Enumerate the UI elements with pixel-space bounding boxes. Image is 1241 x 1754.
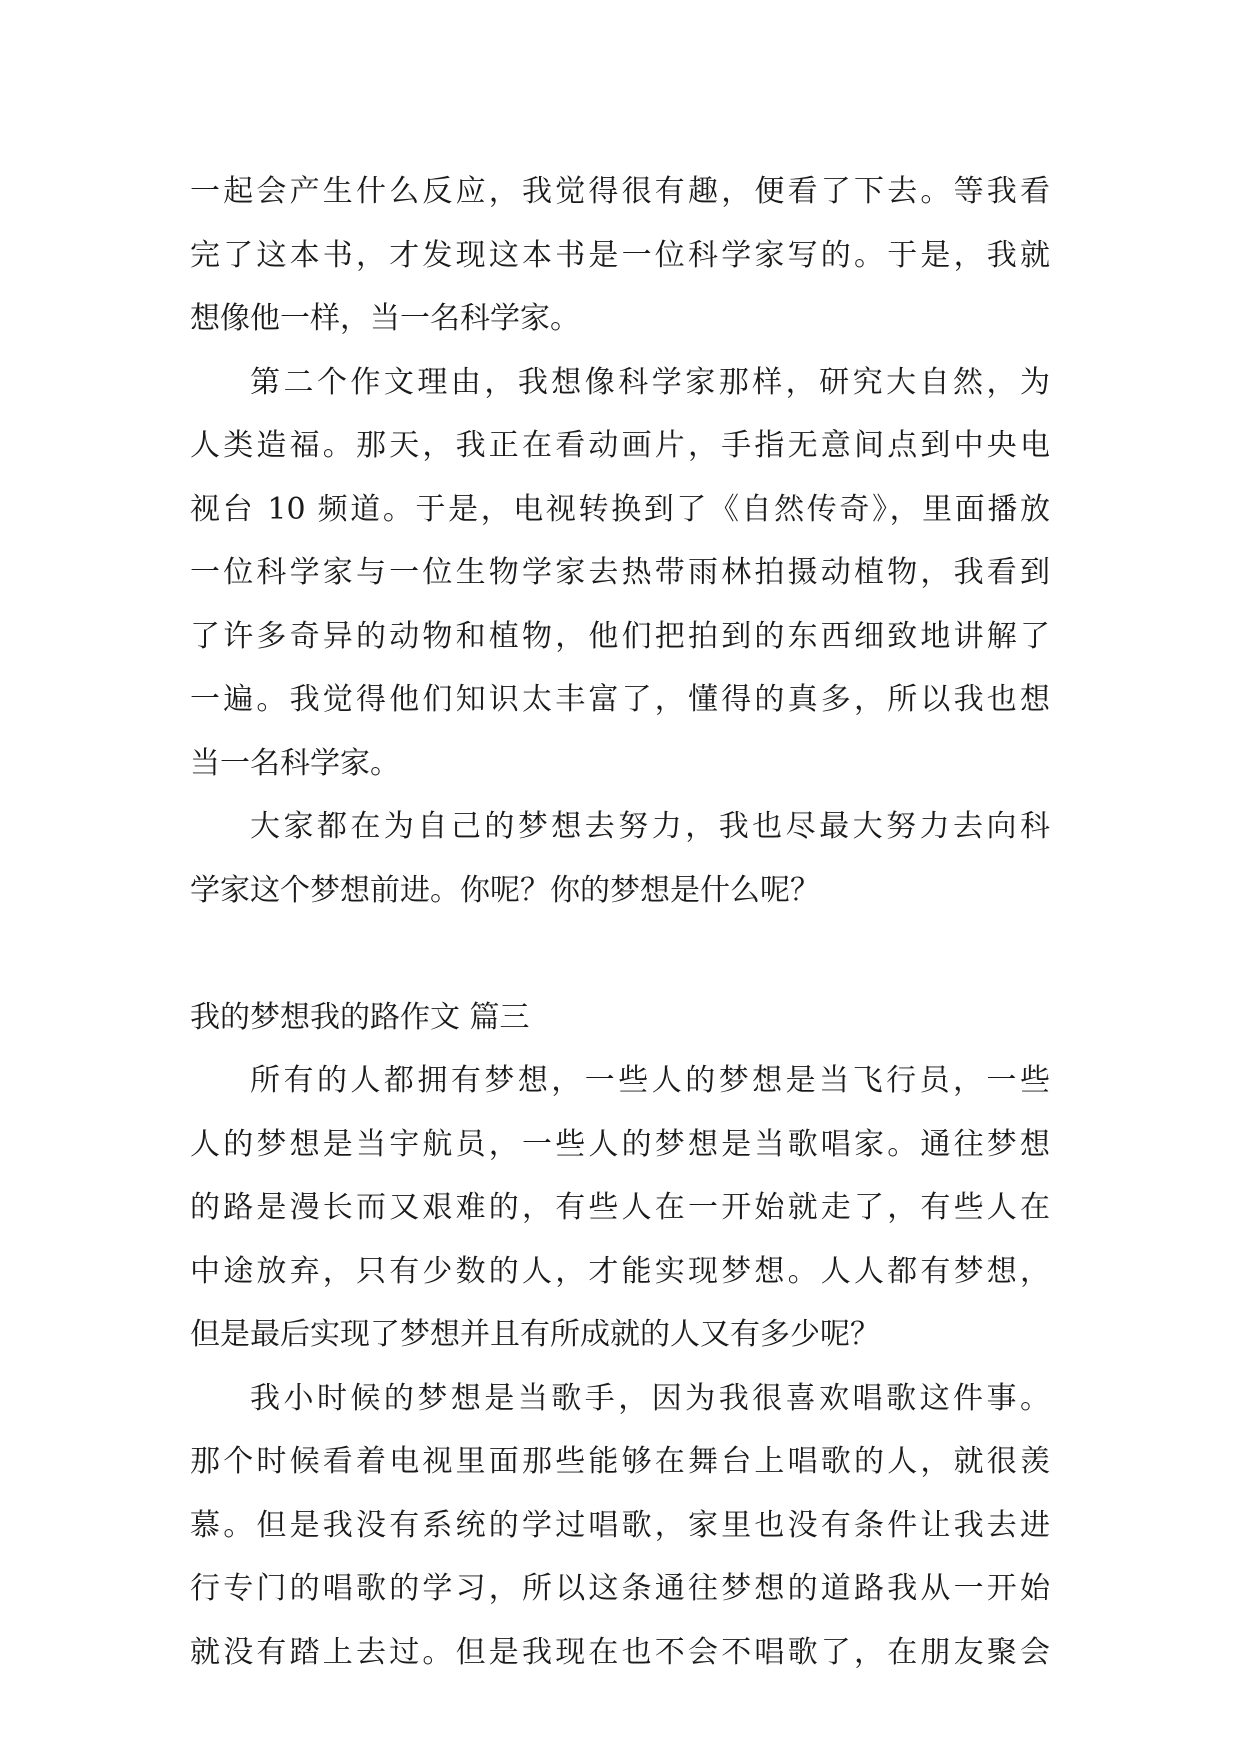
document-page [190,160,1050,1684]
text-line: 学家这个梦想前进。你呢？你的梦想是什么呢？ [190,872,820,908]
text-line: 行专门的唱歌的学习，所以这条通往梦想的道路我从一开始 [190,1571,1050,1606]
text-line: 那个时候看着电视里面那些能够在舞台上唱歌的人，就很羡 [190,1444,1050,1479]
text-line: 但是最后实现了梦想并且有所成就的人又有多少呢？ [190,1317,880,1352]
text-line: 完了这本书，才发现这本书是一位科学家写的。于是，我就 [190,237,1050,273]
text-line: 人类造福。那天，我正在看动画片，手指无意间点到中央电 [190,428,1050,463]
text-line: 视台 10 频道。于是，电视转换到了《自然传奇》，里面播放 [190,491,1050,527]
text-line: 了许多奇异的动物和植物，他们把拍到的东西细致地讲解了 [190,618,1050,654]
text-line: 中途放弃，只有少数的人，才能实现梦想。人人都有梦想， [190,1253,1050,1289]
text-line: 第二个作文理由，我想像科学家那样，研究大自然，为 [250,364,1050,400]
section-heading: 我的梦想我的路作文 篇三 [190,999,530,1035]
text-line: 一位科学家与一位生物学家去热带雨林拍摄动植物，我看到 [190,555,1050,590]
text-line: 当一名科学家。 [190,745,400,781]
text-line: 人的梦想是当宇航员，一些人的梦想是当歌唱家。通往梦想 [190,1126,1050,1162]
text-line: 就没有踏上去过。但是我现在也不会不唱歌了，在朋友聚会 [190,1634,1050,1670]
text-line: 慕。但是我没有系统的学过唱歌，家里也没有条件让我去进 [190,1507,1050,1543]
text-line: 的路是漫长而又艰难的，有些人在一开始就走了，有些人在 [190,1190,1050,1225]
section-gap [190,922,1050,986]
text-line: 想像他一样，当一名科学家。 [190,301,580,336]
text-line: 一起会产生什么反应，我觉得很有趣，便看了下去。等我看 [190,174,1050,209]
text-line: 大家都在为自己的梦想去努力，我也尽最大努力去向科 [250,809,1050,844]
text-line: 所有的人都拥有梦想，一些人的梦想是当飞行员，一些 [250,1063,1050,1098]
text-line: 一遍。我觉得他们知识太丰富了，懂得的真多，所以我也想 [190,682,1050,717]
text-line: 我小时候的梦想是当歌手，因为我很喜欢唱歌这件事。 [250,1380,1050,1416]
